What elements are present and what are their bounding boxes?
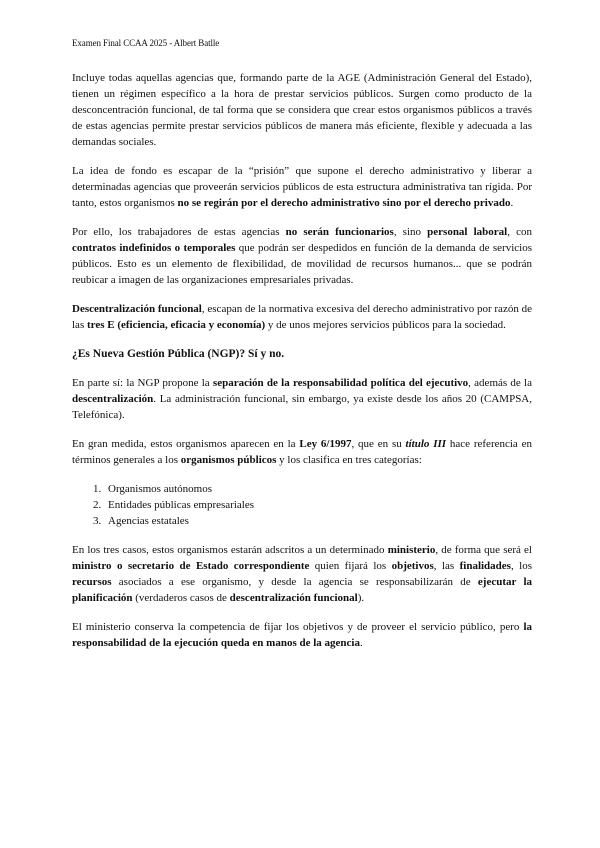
bold-text: no serán funcionarios [285, 226, 394, 238]
list-item: 1. Organismos autónomos [104, 481, 532, 497]
text-run: . [359, 637, 363, 649]
paragraph [72, 436, 532, 468]
document-header: Examen Final CCAA 2025 - Albert Batlle [72, 38, 220, 48]
text-run: y los clasifica en tres categorías: [276, 454, 422, 466]
text-run: (verdaderos casos de [132, 592, 230, 604]
bold-text: separación de la responsabilidad política del ejecutivo [212, 377, 469, 389]
paragraph [72, 301, 532, 333]
bold-text: contratos indefinidos o temporales [72, 242, 236, 254]
text-run: ). [357, 592, 365, 604]
document-body [72, 70, 532, 664]
bold-text: Ley 6/1997 [299, 438, 352, 450]
text-run: El ministerio conserva la competencia de fijar los objetivos y de proveer el servicio público, pero [72, 621, 524, 633]
bold-text: Descentralización funcional [72, 303, 202, 315]
paragraph [72, 163, 532, 211]
text-run: , escapan de la normativa excesiva del derecho administrativo por razón de las [72, 303, 532, 331]
paragraph [72, 619, 532, 651]
bold-text: ministerio [387, 544, 436, 556]
text-run: asociados a ese organismo, y desde la agencia se responsabilizarán de [111, 576, 478, 588]
list-item: 3. Agencias estatales [104, 513, 532, 529]
text-run: , las [433, 560, 460, 572]
conclusion-section [72, 542, 532, 651]
text-run: . La administración funcional, sin embargo, ya existe desde los años 20 (CAMPSA, Telefónica). [72, 393, 532, 421]
bold-text: personal laboral [427, 226, 508, 238]
text-run: que podrán ser despedidos en función de la demanda de servicios públicos. Esto es un elemento de flexibilidad, de movilidad de recursos humanos... que se podrán reubicar a imagen de las organizaciones empresariales privadas. [72, 242, 532, 286]
bold-text: objetivos [391, 560, 434, 572]
text-run: , los [510, 560, 532, 572]
bold-text: recursos [72, 576, 112, 588]
bold-text: descentralización [72, 393, 154, 405]
ngp-section [72, 375, 532, 468]
text-run: , sino [393, 226, 428, 238]
bold-text: ejecutar la planificación [72, 576, 532, 604]
paragraph [72, 542, 532, 606]
text-run: , con [507, 226, 532, 238]
text-run: Incluye todas aquellas agencias que, formando parte de la AGE (Administración General del Estado), tienen un régimen específico a la hora de prestar servicios públicos. Surgen como producto de la desconcentración funcional, de tal forma que se considera que crear estos organismos públicos a través de estas agencias permite prestar servicios públicos de manera más eficiente, flexible y adecuada a las demandas sociales. [72, 72, 532, 148]
bold-text: la responsabilidad de la ejecución queda en manos de la agencia [72, 621, 532, 649]
bold-text: título III [405, 438, 447, 450]
text-run: hace referencia en términos generales a los [72, 438, 533, 466]
text-run: y de unos mejores servicios públicos para la sociedad. [265, 319, 506, 331]
text-run: , que en su [351, 438, 406, 450]
intro-section [72, 70, 532, 333]
text-run: . [510, 197, 514, 209]
paragraph [72, 70, 532, 150]
text-run: La idea de fondo es escapar de la “prisión” que supone el derecho administrativo y liberar a determinadas agencias que proveerán servicios públicos de esta estructura administrativa tan rígida. Por tanto, estos organismos [72, 165, 532, 209]
categories-list [72, 481, 532, 529]
bold-text: descentralización funcional [229, 592, 358, 604]
bold-text: tres E (eficiencia, eficacia y economía) [86, 319, 266, 331]
bold-text: ministro o secretario de Estado correspondiente [72, 560, 310, 572]
text-run: En los tres casos, estos organismos estarán adscritos a un determinado [72, 544, 388, 556]
bold-text: finalidades [459, 560, 511, 572]
text-run: , de forma que será el [435, 544, 532, 556]
bold-text: no se regirán por el derecho administrativo sino por el derecho privado [177, 197, 511, 209]
text-run: En gran medida, estos organismos aparecen en la [72, 438, 300, 450]
paragraph [72, 375, 532, 423]
section-heading: ¿Es Nueva Gestión Pública (NGP)? Sí y no. [72, 348, 285, 360]
paragraph [72, 224, 532, 288]
text-run: Por ello, los trabajadores de estas agencias [72, 226, 286, 238]
text-run: , además de la [468, 377, 532, 389]
list-item: 2. Entidades públicas empresariales [104, 497, 532, 513]
text-run: En parte sí: la NGP propone la [72, 377, 213, 389]
text-run: quien fijará los [309, 560, 392, 572]
bold-text: organismos públicos [180, 454, 277, 466]
